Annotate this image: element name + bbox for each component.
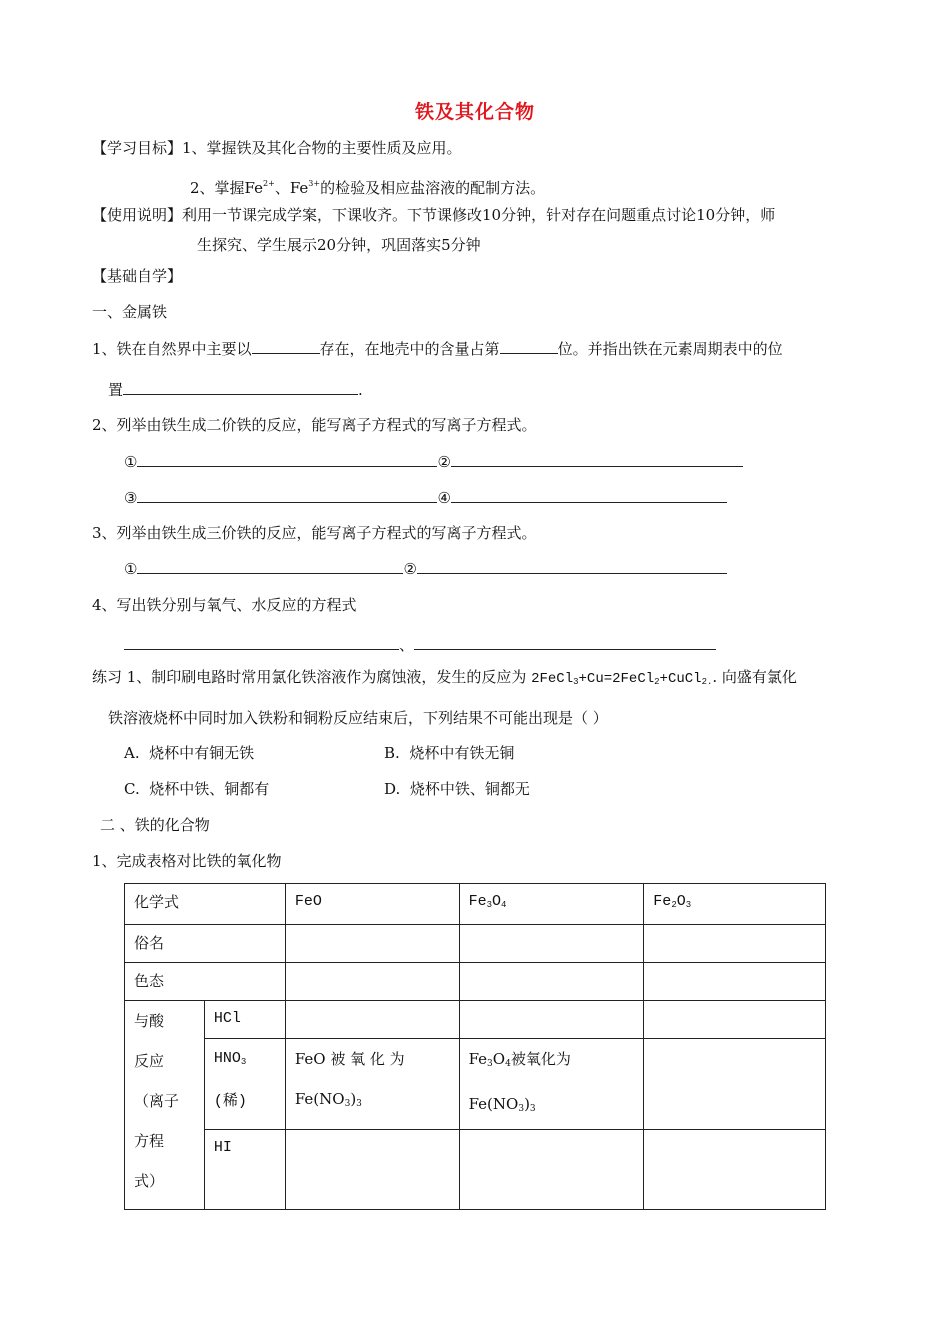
cell-feo-hno3[interactable]: [285, 1039, 459, 1130]
q1-text-b: 存在，在地壳中的含量占第: [319, 340, 500, 358]
q2-blank-4[interactable]: [451, 488, 727, 503]
cell-fe2o3-common[interactable]: [644, 925, 826, 963]
q4-blank-oxygen[interactable]: [124, 635, 399, 650]
table-row-hcl: [125, 1001, 826, 1039]
exercise-text-b: . 向盛有氯化: [712, 668, 797, 686]
option-b[interactable]: [384, 743, 514, 763]
eq-sub-3: 2.: [701, 677, 713, 687]
acid-label-2: 反应: [134, 1052, 165, 1070]
row-label-common-name: 俗名: [125, 925, 286, 963]
mark-1: ①: [124, 560, 138, 578]
cell-fe2o3-color[interactable]: [644, 963, 826, 1001]
q2-blank-3[interactable]: [137, 488, 437, 503]
option-letter: B.: [384, 744, 400, 762]
page-title: 铁及其化合物: [414, 101, 535, 123]
q4-sep: 、: [399, 636, 415, 654]
option-text: 烧杯中铁、铜都有: [149, 780, 270, 798]
section2-heading: 二 、铁的化合物: [100, 816, 210, 834]
usage-line-1: [92, 205, 775, 225]
q2-text: 2、列举由铁生成二价铁的反应，能写离子方程式的写离子方程式。: [92, 416, 537, 434]
feo-product: [295, 1090, 362, 1108]
exercise-line-1: [92, 667, 797, 692]
acid-hno3: [204, 1039, 285, 1130]
q2-blank-1[interactable]: [137, 452, 437, 467]
option-text: 烧杯中铁、铜都无: [409, 780, 530, 798]
usage-text-1: 利用一节课完成学案，下课收齐。下节课修改10分钟，针对存在问题重点讨论10分钟，师: [182, 206, 776, 224]
cell-fe3o4-hno3[interactable]: [459, 1039, 644, 1130]
objective-item-2-post: 的检验及相应盐溶液的配制方法。: [320, 179, 546, 197]
q1-blank-form[interactable]: [252, 339, 320, 354]
f-sub: 4: [505, 1059, 511, 1069]
q4-blank-water[interactable]: [414, 635, 716, 650]
f-sub: 3: [518, 1104, 525, 1114]
f-part: O: [676, 893, 686, 910]
option-a[interactable]: [124, 743, 254, 763]
self-study-heading: 【基础自学】: [92, 267, 183, 285]
q2-answer-row-2: [124, 488, 727, 508]
objective-item-1: 1、掌握铁及其化合物的主要性质及应用。: [182, 139, 462, 157]
q2-answer-row-1: [124, 452, 743, 472]
f-sub: 3: [486, 900, 492, 910]
f-part: O: [492, 1050, 506, 1068]
mark-3: ③: [124, 489, 138, 507]
option-letter: C.: [124, 780, 140, 798]
cell-fe3o4-hi[interactable]: [459, 1130, 644, 1210]
header-formula: 化学式: [125, 884, 286, 925]
q3-text: 3、列举由铁生成三价铁的反应，能写离子方程式的写离子方程式。: [92, 524, 537, 542]
f-sub: 3: [487, 1059, 493, 1069]
cell-feo-color[interactable]: [285, 963, 459, 1001]
table-row-hno3: [125, 1039, 826, 1130]
f-part: (稀): [213, 1093, 247, 1110]
f-sub: 3: [344, 1099, 351, 1109]
q1-text-d: 置: [108, 381, 124, 399]
eq-sub-2: 2: [654, 677, 660, 687]
header-feo: FeO: [285, 884, 459, 925]
cell-fe3o4-common[interactable]: [459, 925, 644, 963]
acid-label-4: 方程: [134, 1132, 165, 1150]
row-label-acid: [125, 1001, 205, 1210]
f-sub: 3: [356, 1099, 362, 1109]
acid-label-3: （离子: [134, 1092, 180, 1110]
f-part: O: [492, 893, 502, 910]
q1-line-1: [92, 339, 783, 359]
option-letter: D.: [384, 780, 401, 798]
q3-blank-2[interactable]: [417, 559, 727, 574]
q2-blank-2[interactable]: [451, 452, 743, 467]
cell-fe2o3-hcl[interactable]: [644, 1001, 826, 1039]
q1-blank-position[interactable]: [123, 380, 358, 395]
f-part: ): [524, 1095, 530, 1113]
cell-fe2o3-hi[interactable]: [644, 1130, 826, 1210]
f-sub: 4: [501, 900, 507, 910]
option-d[interactable]: [384, 779, 530, 799]
mark-1: ①: [124, 453, 138, 471]
eq-part-a: 2FeCl: [531, 671, 574, 687]
exercise-text-a: 练习 1、制印刷电路时常用氯化铁溶液作为腐蚀液，发生的反应为: [92, 668, 532, 686]
eq-part-c: +CuCl: [659, 671, 702, 687]
cell-fe3o4-hcl[interactable]: [459, 1001, 644, 1039]
mark-2: ②: [437, 453, 451, 471]
f-part: Fe: [468, 893, 487, 910]
q1-line-2: [108, 380, 363, 400]
f-sub: 3: [240, 1057, 247, 1067]
section1-heading: 一、金属铁: [92, 303, 168, 321]
cell-fe3o4-color[interactable]: [459, 963, 644, 1001]
cell-feo-hcl[interactable]: [285, 1001, 459, 1039]
option-text: 烧杯中有铜无铁: [149, 744, 255, 762]
table-row-formula: [125, 884, 826, 925]
mark-2: ②: [403, 560, 417, 578]
q1-blank-rank[interactable]: [500, 339, 558, 354]
cell-feo-hi[interactable]: [285, 1130, 459, 1210]
acid-label-1: 与酸: [134, 1012, 165, 1030]
acid-hi: HI: [204, 1130, 285, 1210]
f-part: Fe(NO: [294, 1090, 345, 1108]
fe2-charge: 2+: [263, 179, 275, 188]
f-part: ): [350, 1090, 357, 1108]
q3-answer-row: [124, 559, 727, 579]
f-part: HNO: [213, 1050, 241, 1067]
reaction-equation: [531, 671, 712, 687]
fe3o4-product: [469, 1050, 571, 1113]
q4-text: 4、写出铁分别与氧气、水反应的方程式: [92, 596, 357, 614]
objective-line-2: [190, 174, 545, 198]
f-sub: 3: [529, 1104, 536, 1114]
q4-answer-row: [124, 635, 716, 655]
header-fe2o3: [644, 884, 826, 925]
q1-text-e: .: [358, 381, 363, 399]
table-row-hi: [125, 1130, 826, 1210]
f-part: 被氧化为Fe(NO: [468, 1050, 571, 1113]
mark-4: ④: [437, 489, 451, 507]
fe3-charge: 3+: [308, 179, 321, 188]
usage-label: 【使用说明】: [92, 206, 183, 224]
objective-label: 【学习目标】: [92, 139, 183, 157]
f-part: FeO 被 氧 化 为: [294, 1050, 405, 1068]
acid-label-5: 式）: [134, 1172, 165, 1190]
usage-line-2: 生探究、学生展示20分钟，巩固落实5分钟: [197, 236, 481, 254]
q1-text-a: 1、铁在自然界中主要以: [92, 340, 252, 358]
q1-text-c: 位。并指出铁在元素周期表中的位: [557, 340, 783, 358]
oxide-table: [124, 883, 826, 1210]
cell-feo-common[interactable]: [285, 925, 459, 963]
header-fe3o4: [459, 884, 644, 925]
table-row-common-name: [125, 925, 826, 963]
objective-item-2-sep: 、Fe: [274, 179, 309, 197]
exercise-line-2: 铁溶液烧杯中同时加入铁粉和铜粉反应结束后，下列结果不可能出现是（ ）: [108, 709, 608, 727]
table-row-color: [125, 963, 826, 1001]
acid-hcl: HCl: [204, 1001, 285, 1039]
eq-part-b: +Cu=2FeCl: [578, 671, 655, 687]
f-part: Fe: [468, 1050, 488, 1068]
objective-item-2-pre: 2、掌握Fe: [190, 179, 264, 197]
cell-fe2o3-hno3[interactable]: [644, 1039, 826, 1130]
f-sub: 2: [671, 900, 677, 910]
eq-sub-1: 3: [573, 677, 579, 687]
f-part: Fe: [653, 893, 672, 910]
option-c[interactable]: [124, 779, 269, 799]
q3-blank-1[interactable]: [137, 559, 403, 574]
option-text: 烧杯中有铁无铜: [409, 744, 515, 762]
objective-line-1: [92, 138, 462, 158]
f-sub: 3: [685, 900, 692, 910]
option-letter: A.: [124, 744, 140, 762]
section2-q1: 1、完成表格对比铁的氧化物: [92, 852, 282, 870]
row-label-color: 色态: [125, 963, 286, 1001]
